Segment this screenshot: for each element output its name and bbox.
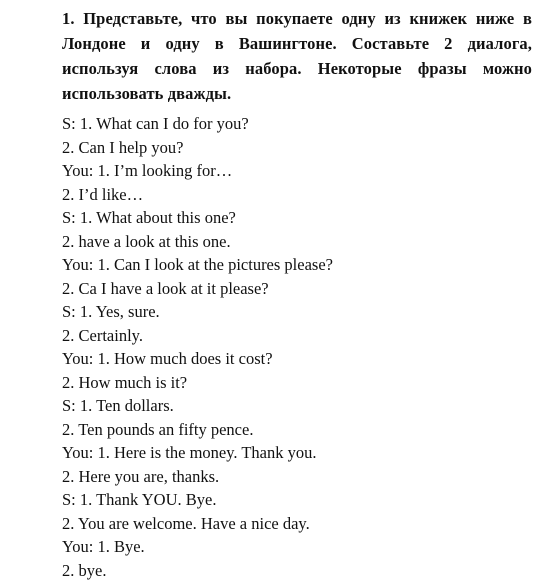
dialog-line-5: S: 1. What about this one? [62,208,236,227]
dialog-line-17: S: 1. Thank YOU. Bye. [62,490,217,509]
dialog-line-11: You: 1. How much does it cost? [62,349,273,368]
dialog-line-20: 2. bye. [62,560,107,580]
dialog-line-3: You: 1. I’m looking for… [62,161,233,180]
dialog-line-6: 2. have a look at this one. [62,231,231,251]
dialog-line-18: 2. You are welcome. Have a nice day. [62,513,310,533]
dialog-line-12: 2. How much is it? [62,372,188,392]
dialog-line-13: S: 1. Ten dollars. [62,396,174,415]
dialog-line-19: You: 1. Bye. [62,537,145,556]
dialog-line-16: 2. Here you are, thanks. [62,466,220,486]
dialog-line-14: 2. Ten pounds an fifty pence. [62,419,254,439]
dialog-line-1: S: 1. What can I do for you? [62,114,249,133]
dialog-line-8: 2. Ca I have a look at it please? [62,278,269,298]
task-instruction: 1. Представьте, что вы покупаете одну из книжек ниже в Лондоне и одну в Вашингтоне. Составьте 2 диалога, используя слова из набора. Некоторые фразы можно использовать дважды. [62,9,532,103]
dialog-line-2: 2. Can I help you? [62,137,184,157]
dialog-line-4: 2. I’d like… [62,184,144,204]
dialog-line-10: 2. Certainly. [62,325,143,345]
dialog-line-7: You: 1. Can I look at the pictures please? [62,255,333,274]
dialog-line-9: S: 1. Yes, sure. [62,302,160,321]
dialog-line-15: You: 1. Here is the money. Thank you. [62,443,317,462]
dialog-list [62,112,532,582]
